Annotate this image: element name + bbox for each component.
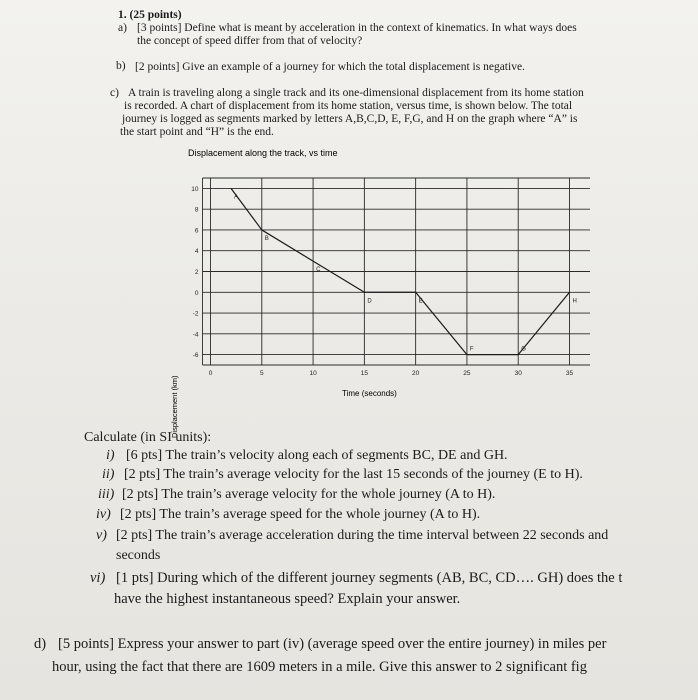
point-label: D	[367, 298, 372, 305]
x-tick-label: 30	[514, 370, 522, 377]
calc-item-text: [2 pts] The train’s average speed for the whole journey (A to H).	[120, 507, 481, 522]
part-a-label: a)	[118, 22, 127, 34]
part-c-label: c)	[110, 87, 119, 99]
calc-item-num: iii)	[98, 487, 115, 502]
x-tick-label: 25	[463, 370, 471, 377]
point-label: H	[572, 298, 577, 305]
part-c-line2: is recorded. A chart of displacement from its home station, versus time, is shown below. The total	[124, 100, 573, 112]
y-tick-label: 8	[194, 206, 199, 214]
displacement-time-chart	[150, 140, 610, 438]
calc-item-text: seconds	[116, 548, 161, 563]
point-label: A	[234, 194, 239, 201]
y-axis-label: Displacement (km)	[170, 375, 179, 438]
y-tick-label: 4	[194, 248, 199, 256]
y-tick-label: -2	[192, 310, 199, 318]
calc-item-num: v)	[96, 528, 107, 543]
point-label: E	[418, 298, 423, 305]
calc-item-text: [2 pts] The train’s average velocity for the last 15 seconds of the journey (E to H).	[124, 467, 583, 482]
part-d-line1: [5 points] Express your answer to part (iv) (average speed over the entire journey) in miles per	[58, 636, 607, 652]
x-tick-label: 20	[412, 370, 420, 377]
part-c-line4: the start point and “H” is the end.	[120, 126, 274, 138]
problem-header: 1. (25 points)	[118, 9, 182, 21]
calc-item-text: [6 pts] The train’s velocity along each of segments BC, DE and GH.	[126, 448, 508, 463]
calc-item-num: i)	[106, 448, 115, 463]
y-tick-label: 0	[194, 289, 199, 297]
y-tick-label: -4	[192, 331, 199, 339]
calc-item-text: [1 pts] During which of the different journey segments (AB, BC, CD…. GH) does the t	[116, 570, 623, 586]
part-d-label: d)	[34, 636, 47, 652]
y-tick-label: -6	[192, 352, 199, 360]
displacement-segment	[313, 261, 364, 292]
displacement-segment	[416, 292, 467, 354]
part-a-line1: [3 points] Define what is meant by acceleration in the context of kinematics. In what ways does	[137, 22, 577, 34]
point-label: G	[521, 346, 526, 353]
displacement-segment	[262, 230, 313, 261]
calc-item-text: [2 pts] The train’s average acceleration during the time interval between 22 seconds and	[116, 528, 609, 543]
calc-intro: Calculate (in SI units):	[84, 430, 212, 445]
x-tick-label: 35	[565, 370, 574, 377]
x-axis-label: Time (seconds)	[342, 389, 397, 398]
calc-item-num: vi)	[90, 570, 106, 586]
point-label: F	[469, 346, 474, 353]
calc-item-text: [2 pts] The train’s average velocity for the whole journey (A to H).	[122, 487, 496, 502]
x-tick-label: 15	[360, 370, 368, 377]
x-tick-label: 0	[208, 370, 213, 377]
part-c-line1: A train is traveling along a single track and its one-dimensional displacement from its home station	[128, 87, 584, 99]
part-c-line3: journey is logged as segments marked by letters A,B,C,D, E, F,G, and H on the graph where “A” is	[122, 113, 578, 125]
part-b-text: [2 points] Give an example of a journey for which the total displacement is negative.	[135, 61, 525, 73]
y-tick-label: 2	[194, 269, 199, 276]
part-d-line2: hour, using the fact that there are 1609 meters in a mile. Give this answer to 2 significant fig	[52, 659, 587, 675]
x-tick-label: 5	[259, 370, 264, 377]
calc-item-num: iv)	[96, 507, 111, 522]
chart-title: Displacement along the track, vs time	[188, 148, 338, 158]
part-a-line2: the concept of speed differ from that of velocity?	[137, 35, 363, 47]
calc-item-text: have the highest instantaneous speed? Explain your answer.	[114, 591, 461, 607]
point-label: C	[316, 267, 321, 274]
y-tick-label: 10	[191, 185, 199, 193]
y-tick-label: 6	[194, 227, 199, 235]
displacement-segment	[518, 292, 569, 354]
calc-item-num: ii)	[102, 467, 115, 482]
x-tick-label: 10	[309, 370, 317, 377]
point-label: B	[264, 235, 269, 242]
part-b-label: b)	[116, 60, 126, 72]
